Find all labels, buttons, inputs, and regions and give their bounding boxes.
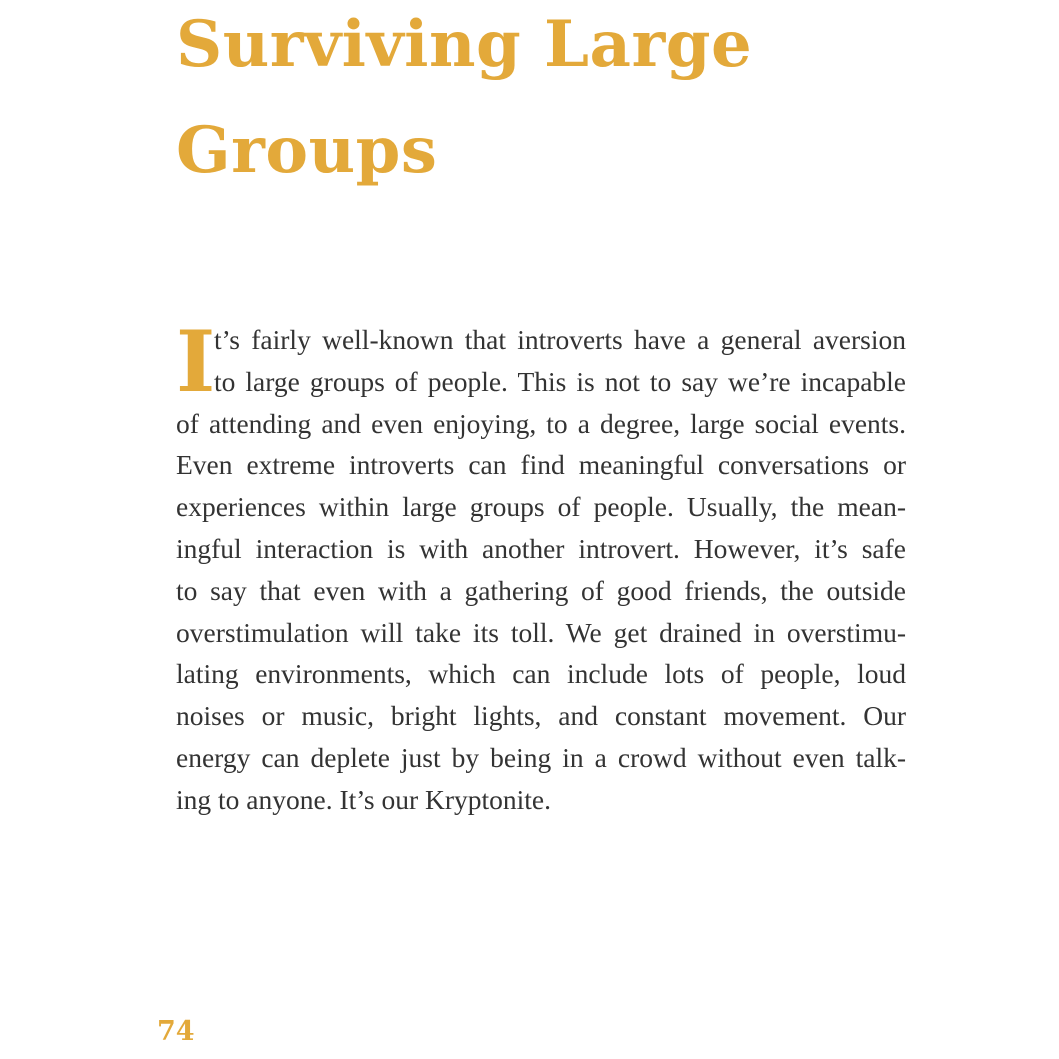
chapter-title-line-1: Surviving Large: [176, 7, 753, 82]
chapter-title: [176, 0, 936, 204]
chapter-title-line-2: Groups: [176, 113, 438, 188]
paragraph-line-3: of attending and even enjoying, to a degree, large social events.: [176, 407, 906, 439]
paragraph-line-4: Even extreme introverts can find meaningful conversations or: [176, 449, 906, 481]
drop-cap: I: [176, 312, 216, 411]
paragraph-line-6: ingful interaction is with another introvert. However, it’s safe: [176, 532, 906, 564]
paragraph-line-10: noises or music, bright lights, and constant movement. Our: [176, 700, 906, 732]
paragraph-line-8: overstimulation will take its toll. We get drained in overstimu-: [176, 616, 906, 648]
paragraph-line-12: ing to anyone. It’s our Kryptonite.: [176, 783, 552, 815]
paragraph-line-1: t’s fairly well-known that introverts have a general aversion: [214, 324, 906, 355]
page-number: 74: [157, 1016, 195, 1047]
paragraph-line-11: energy can deplete just by being in a crowd without even talk-: [176, 741, 906, 773]
paragraph-line-9: lating environments, which can include lots of people, loud: [176, 658, 906, 690]
paragraph-line-2: to large groups of people. This is not to say we’re incapable: [214, 365, 906, 397]
body-paragraph: [176, 312, 906, 821]
paragraph-line-7: to say that even with a gathering of good friends, the outside: [176, 574, 906, 606]
paragraph-line-5: experiences within large groups of people. Usually, the mean-: [176, 491, 906, 523]
